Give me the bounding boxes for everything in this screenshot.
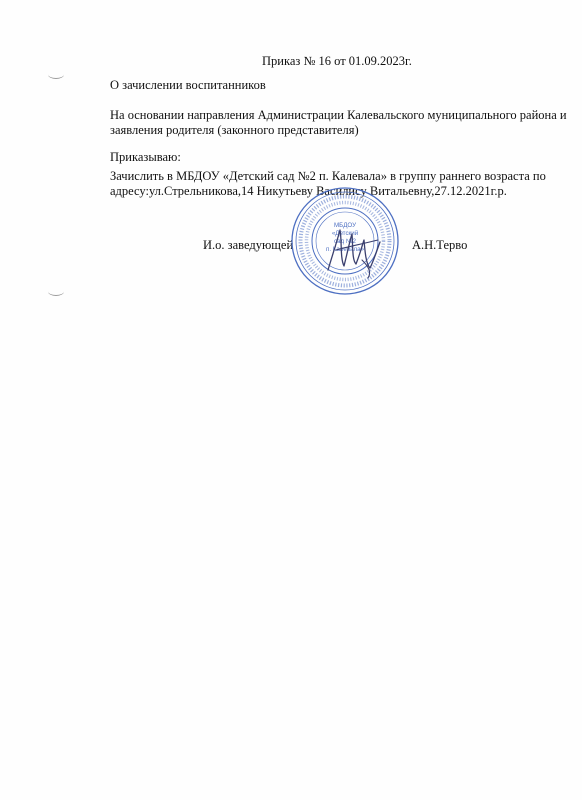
order-basis-line-2: заявления родителя (законного представителя)	[110, 123, 359, 137]
order-basis-line-1: На основании направления Администрации Калевальского муниципального района и	[110, 108, 567, 122]
stamp-text-line-3: сад №2	[334, 238, 356, 245]
order-title: Приказ № 16 от 01.09.2023г.	[262, 54, 412, 68]
punch-hole-mark-top	[48, 70, 64, 79]
stamp-text-line-2: «Детский	[331, 230, 359, 237]
order-basis	[110, 108, 567, 138]
enrollment-line-1: Зачислить в МБДОУ «Детский сад №2 п. Калевала» в группу раннего возраста по	[110, 169, 546, 183]
order-command: Приказываю:	[110, 150, 181, 164]
stamp-text-line-1: МБДОУ	[333, 222, 357, 229]
punch-hole-mark-bottom	[48, 287, 64, 296]
signatory-position: И.о. заведующей	[203, 238, 294, 252]
signatory-name: А.Н.Терво	[412, 238, 468, 252]
stamp-text-line-4: п. Калевала»	[325, 246, 365, 253]
handwritten-signature	[322, 220, 386, 282]
order-subject: О зачислении воспитанников	[110, 78, 266, 92]
enrollment-line-2: адресу:ул.Стрельникова,14 Никутьеву Василису Витальевну,27.12.2021г.р.	[110, 184, 507, 198]
